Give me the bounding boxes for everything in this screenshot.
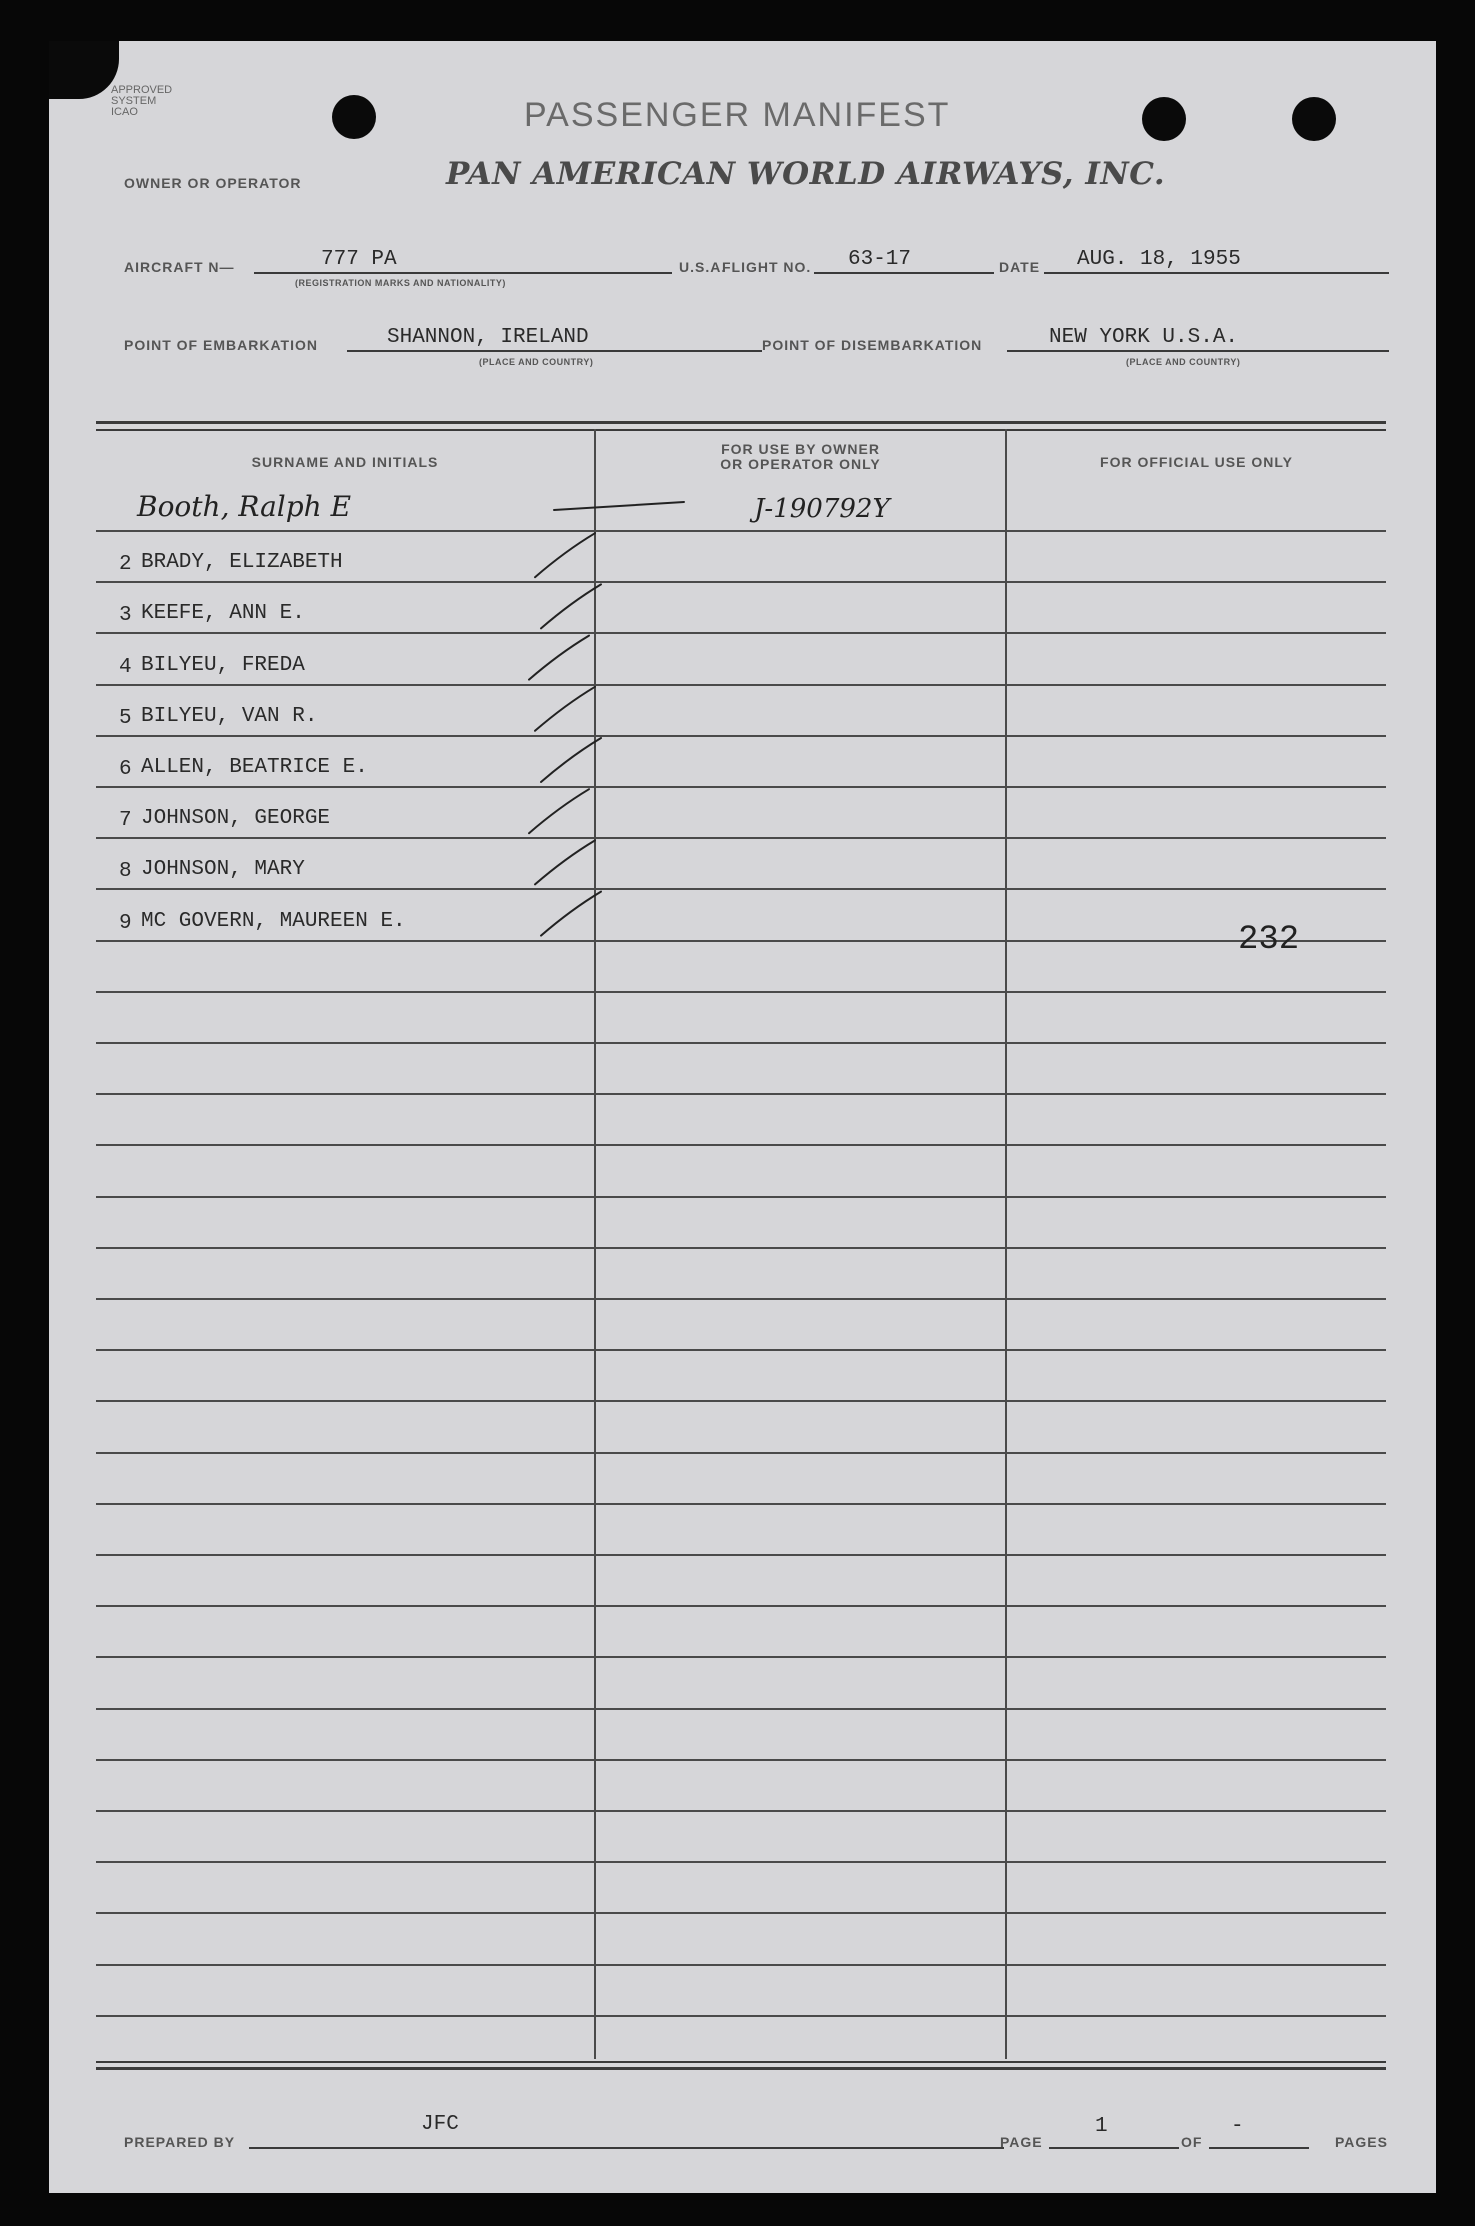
check-mark <box>529 789 589 833</box>
col-header-surname: SURNAME AND INITIALS <box>251 454 439 470</box>
row-number: 5 <box>119 707 132 730</box>
of-label: OF <box>1181 2134 1203 2150</box>
table-bottom-line-1 <box>96 2061 1386 2063</box>
disembark-label: POINT OF DISEMBARKATION <box>762 337 983 353</box>
check-mark <box>535 533 595 577</box>
check-mark <box>541 892 601 936</box>
check-mark <box>529 636 589 680</box>
page-value: 1 <box>1095 2115 1108 2138</box>
disembark-value: NEW YORK U.S.A. <box>1049 326 1239 349</box>
passenger-name: BILYEU, VAN R. <box>141 705 318 728</box>
check-marks <box>49 41 1436 2193</box>
row-number: 6 <box>119 758 132 781</box>
check-mark <box>541 738 601 782</box>
table-bottom-line-2 <box>96 2067 1386 2070</box>
row-number: 8 <box>119 860 132 883</box>
row-number: 3 <box>119 604 132 627</box>
approved-note: APPROVED SYSTEM ICAO <box>111 84 173 118</box>
pages-label: PAGES <box>1335 2134 1388 2150</box>
date-value: AUG. 18, 1955 <box>1077 248 1241 271</box>
check-mark <box>535 687 595 731</box>
row-number: 7 <box>119 809 132 832</box>
row-number: 9 <box>119 912 132 935</box>
passenger-name: ALLEN, BEATRICE E. <box>141 756 368 779</box>
aircraft-label: AIRCRAFT N— <box>124 259 235 275</box>
nationality-label: U.S.A. <box>679 259 727 275</box>
col-header-owner: FOR USE BY OWNER OR OPERATOR ONLY <box>720 441 881 472</box>
check-mark <box>535 840 595 884</box>
form-title: PASSENGER MANIFEST <box>524 96 951 134</box>
page-label: PAGE <box>1000 2134 1043 2150</box>
disembark-sublabel: (PLACE AND COUNTRY) <box>1126 357 1241 367</box>
embark-sublabel: (PLACE AND COUNTRY) <box>479 357 594 367</box>
passenger-name: Booth, Ralph E <box>137 490 352 523</box>
embark-value: SHANNON, IRELAND <box>387 326 589 349</box>
aircraft-sublabel: (REGISTRATION MARKS AND NATIONALITY) <box>295 278 506 288</box>
passenger-name: MC GOVERN, MAUREEN E. <box>141 910 406 933</box>
prepared-value: JFC <box>421 2113 459 2136</box>
aircraft-value: 777 PA <box>321 248 397 271</box>
passenger-name: JOHNSON, GEORGE <box>141 807 331 830</box>
page-underline <box>1049 2147 1179 2149</box>
date-label: DATE <box>999 259 1041 275</box>
col-header-official: FOR OFFICIAL USE ONLY <box>1100 454 1293 470</box>
owner-note: J-190792Y <box>754 494 890 524</box>
owner-value: PAN AMERICAN WORLD AIRWAYS, INC. <box>446 156 1166 192</box>
passenger-name: BILYEU, FREDA <box>141 654 305 677</box>
owner-label: OWNER OR OPERATOR <box>124 175 302 191</box>
of-value: - <box>1231 2115 1244 2138</box>
prepared-underline <box>249 2147 1004 2149</box>
flight-label: FLIGHT NO. <box>722 259 812 275</box>
prepared-label: PREPARED BY <box>124 2134 236 2150</box>
check-mark <box>554 502 684 510</box>
of-underline <box>1209 2147 1309 2149</box>
passenger-name: KEEFE, ANN E. <box>141 602 305 625</box>
official-use-number: 232 <box>1238 921 1300 959</box>
flight-value: 63-17 <box>848 248 912 271</box>
passenger-name: BRADY, ELIZABETH <box>141 551 343 574</box>
row-number: 4 <box>119 656 132 679</box>
row-number: 2 <box>119 553 132 576</box>
manifest-sheet <box>49 41 1436 2193</box>
passenger-name: JOHNSON, MARY <box>141 858 305 881</box>
check-mark <box>541 584 601 628</box>
embark-label: POINT OF EMBARKATION <box>124 337 318 353</box>
